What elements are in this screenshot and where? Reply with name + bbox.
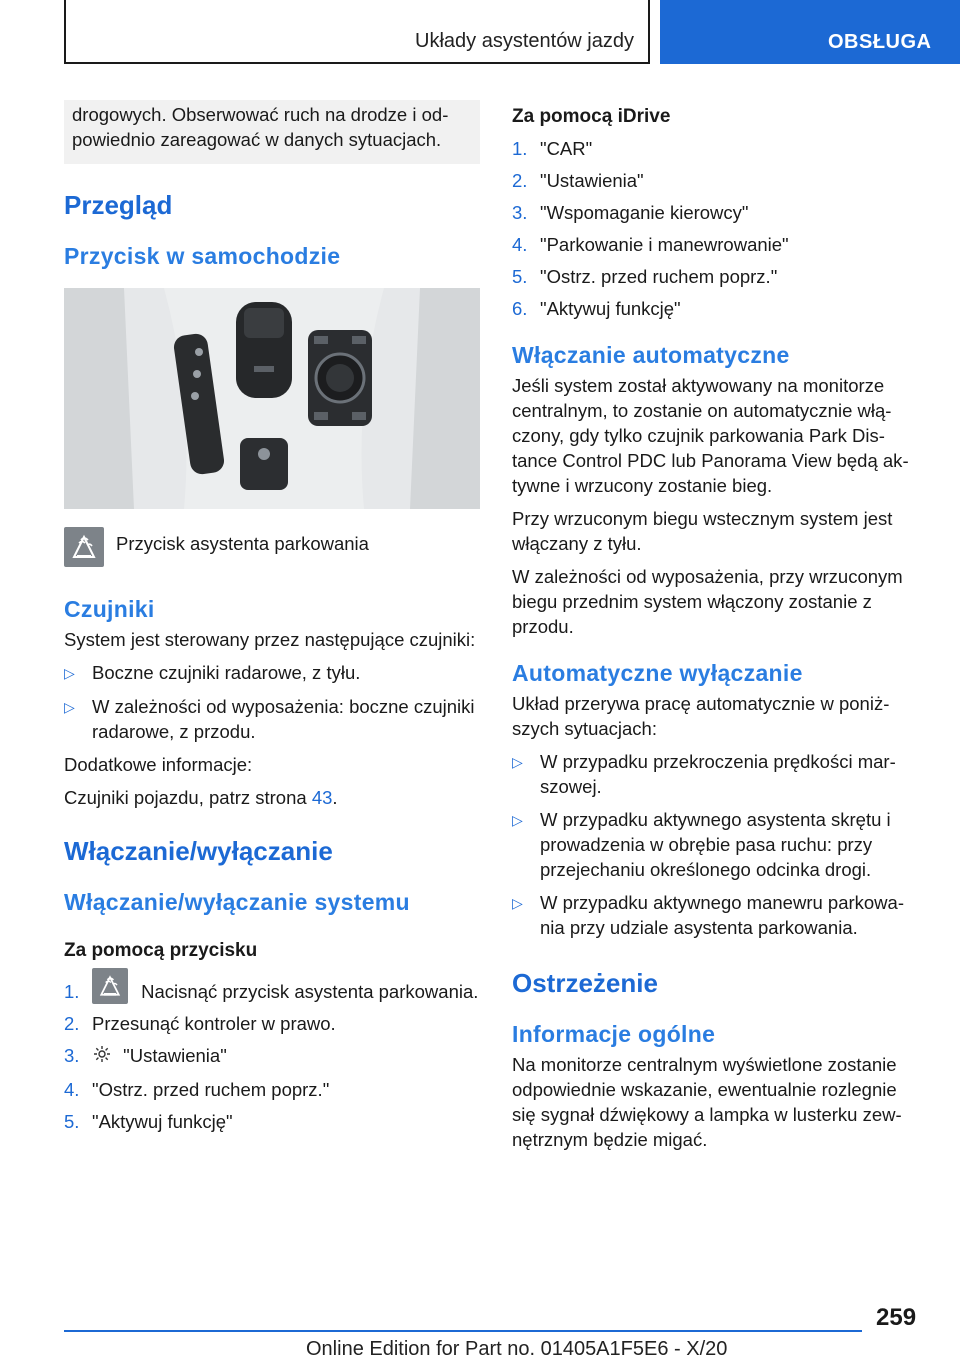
auto-off-intro: Układ przerywa pracę automatycznie w poniższych sytuacjach: bbox=[512, 693, 890, 739]
bullet-triangle-icon: ▷ bbox=[64, 699, 75, 715]
heading-on-off-system: Włączanie/wyłączanie systemu bbox=[64, 889, 410, 915]
heading-overview: Przegląd bbox=[64, 190, 173, 220]
heading-via-button: Za pomocą przycisku bbox=[64, 940, 258, 961]
heading-on-off: Włączanie/wyłączanie bbox=[64, 836, 333, 866]
auto-on-p2: Przy wrzuconym biegu wstecznym system jest włączany z tyłu. bbox=[512, 508, 893, 554]
list-item: ▷ W przypadku aktywnego manewru parkowania przy udziale asystenta parkowania. bbox=[512, 892, 905, 938]
auto-on-p1: Jeśli system został aktywowany na monitorze centralnym, to zostanie on automatycznie włączony, gdy tylko czujnik parkowania Park Distance Control PDC lub Panorama View będą aktywne i wrzucony zostanie bieg. bbox=[512, 375, 909, 496]
button-caption-row bbox=[64, 527, 480, 567]
step-item: 5. "Aktywuj funkcję" bbox=[64, 1111, 233, 1133]
warning-continuation-box bbox=[64, 100, 480, 164]
sensors-intro: System jest sterowany przez następujące czujniki: bbox=[64, 629, 476, 650]
gear-icon bbox=[92, 1044, 114, 1070]
park-assist-button-icon bbox=[64, 527, 104, 567]
page-link-43[interactable]: 43 bbox=[311, 787, 333, 808]
heading-general-info: Informacje ogólne bbox=[512, 1021, 716, 1047]
button-caption: Przycisk asystenta parkowania bbox=[116, 533, 369, 554]
header-title-box bbox=[64, 0, 650, 64]
center-console-photo bbox=[64, 288, 480, 509]
bullet-triangle-icon: ▷ bbox=[512, 812, 523, 828]
general-info-text: Na monitorze centralnym wyświetlone zostanie odpowiednie wskazanie, ewentualnie rozlegnie się sygnał dźwiękowy a lampka w lusterku zewnętrznym będzie migać. bbox=[512, 1054, 902, 1150]
idrive-step: 4. "Parkowanie i manewrowanie" bbox=[512, 234, 789, 255]
footer-divider bbox=[64, 1330, 862, 1332]
park-assist-button-icon bbox=[92, 968, 128, 1004]
idrive-step: 3. "Wspomaganie kierowcy" bbox=[512, 202, 749, 223]
chapter-title: Układy asystentów jazdy bbox=[415, 30, 634, 52]
step-item: 3. "Ustawienia" bbox=[64, 1043, 480, 1070]
section-tab bbox=[660, 0, 960, 64]
heading-sensors: Czujniki bbox=[64, 596, 155, 622]
sensors-reference: Czujniki pojazdu, patrz strona 43. bbox=[64, 787, 338, 808]
idrive-step: 5. "Ostrz. przed ruchem poprz." bbox=[512, 266, 778, 287]
list-item: ▷ W przypadku przekroczenia prędkości marszowej. bbox=[512, 751, 896, 797]
step-item: 2. Przesunąć kontroler w prawo. bbox=[64, 1013, 336, 1035]
idrive-step: 6. "Aktywuj funkcję" bbox=[512, 298, 681, 319]
heading-warning: Ostrzeżenie bbox=[512, 968, 658, 998]
list-item: ▷ W zależności od wyposażenia: boczne czujniki radarowe, z przodu. bbox=[64, 696, 475, 742]
heading-auto-on: Włączanie automatyczne bbox=[512, 342, 790, 368]
idrive-step: 1. "CAR" bbox=[512, 138, 593, 159]
list-item: ▷ Boczne czujniki radarowe, z tyłu. bbox=[64, 660, 480, 686]
step-item: 4. "Ostrz. przed ruchem poprz." bbox=[64, 1079, 330, 1101]
bullet-triangle-icon: ▷ bbox=[512, 895, 523, 911]
auto-on-p3: W zależności od wyposażenia, przy wrzuconym biegu przednim system włączony zostanie z przodu. bbox=[512, 566, 903, 637]
page-number: 259 bbox=[876, 1304, 917, 1331]
step-item: 1. Nacisnąć przycisk asystenta parkowania. bbox=[64, 979, 480, 1004]
right-column bbox=[512, 100, 920, 1152]
left-column bbox=[64, 100, 480, 1134]
list-item: ▷ W przypadku aktywnego asystenta skrętu i prowadzenia w obrębie pasa ruchu: przy przejechaniu określonego odcinka drogi. bbox=[512, 809, 891, 880]
heading-auto-off: Automatyczne wyłączanie bbox=[512, 660, 803, 686]
note-text: drogowych. Obserwować ruch na drodze i odpowiednio zareagować w danych sytuacjach. bbox=[72, 104, 449, 150]
heading-via-idrive: Za pomocą iDrive bbox=[512, 106, 671, 127]
bullet-triangle-icon: ▷ bbox=[64, 665, 75, 681]
idrive-step: 2. "Ustawienia" bbox=[512, 170, 644, 191]
section-label: OBSŁUGA bbox=[828, 31, 932, 53]
extra-info-label: Dodatkowe informacje: bbox=[64, 754, 253, 775]
edition-text: Online Edition for Part no. 01405A1F5E6 - X/20 bbox=[306, 1338, 728, 1360]
heading-button-in-car: Przycisk w samochodzie bbox=[64, 243, 341, 269]
console-illustration bbox=[64, 288, 480, 509]
bullet-triangle-icon: ▷ bbox=[512, 754, 523, 770]
